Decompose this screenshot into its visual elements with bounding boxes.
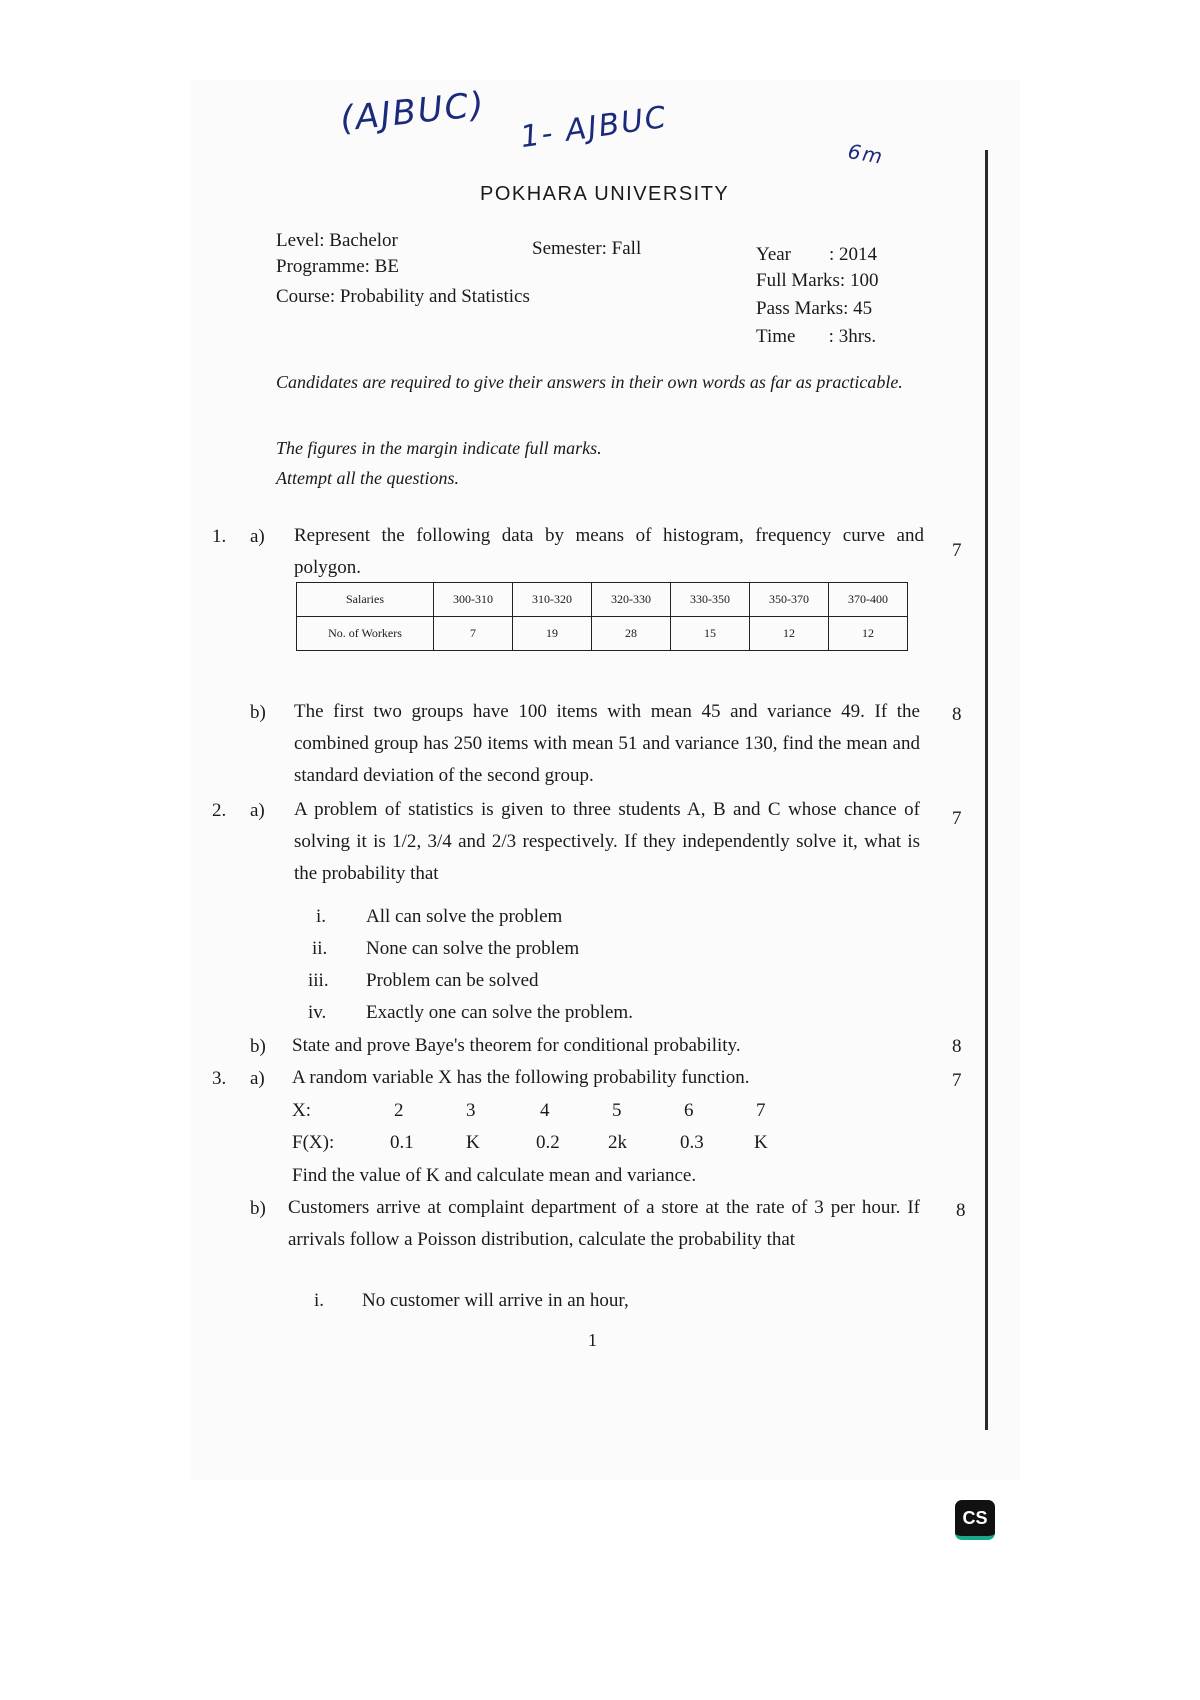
table-row (297, 583, 908, 617)
q2b-marks: 8 (952, 1036, 962, 1057)
q3b-marks: 8 (956, 1200, 966, 1221)
class-cell: 310-320 (513, 583, 592, 617)
q2a-item-num: iv. (308, 1002, 327, 1023)
q2a-item-num: i. (316, 906, 327, 927)
q3b-label: b) (250, 1198, 266, 1219)
workers-cell: 12 (829, 617, 908, 651)
q2a-item-num: ii. (312, 938, 328, 959)
instruction-3: Attempt all the questions. (276, 468, 459, 488)
q1b-label: b) (250, 702, 266, 723)
q2a-marks: 7 (952, 808, 962, 829)
handwritten-note-left: (AJBUC) (338, 84, 488, 140)
fraction-b: 3/4 (427, 831, 452, 852)
q2a-item-text: None can solve the problem (366, 938, 580, 959)
class-cell: 370-400 (829, 583, 908, 617)
fx-value: K (466, 1132, 480, 1153)
q2a-item-num: iii. (308, 970, 329, 991)
workers-cell: 15 (671, 617, 750, 651)
fraction-c: 2/3 (491, 831, 517, 852)
q2a-text: A problem of statistics is given to three students A, B and C whose chance of solving it is 1/2, 3/4 and 2/3 respectively. If they independently solve it, what is the probability that (294, 799, 921, 884)
q3-number: 3. (212, 1068, 227, 1089)
q2a-item-text: Exactly one can solve the problem. (366, 1002, 633, 1023)
q1b-marks: 8 (952, 704, 962, 725)
instruction-1: Candidates are required to give their answers in their own words as far as practicable. (276, 372, 903, 392)
q2b-text: State and prove Baye's theorem for conditional probability. (292, 1035, 741, 1056)
q3a-text: A random variable X has the following probability function. (292, 1067, 750, 1088)
x-label: X: (292, 1100, 311, 1121)
page-edge-line (985, 150, 988, 1430)
fx-value: K (754, 1132, 768, 1153)
fx-value: 0.2 (536, 1132, 560, 1153)
q2a-item-text: All can solve the problem (366, 906, 563, 927)
x-value: 3 (466, 1100, 476, 1121)
q3a-label: a) (250, 1068, 265, 1089)
q2-number: 2. (212, 800, 227, 821)
q2b-label: b) (250, 1036, 266, 1057)
x-value: 7 (756, 1100, 766, 1121)
q2a-text-start: A problem of statistics is given to three students A, B and C whose chance of solving it is (294, 799, 920, 852)
year-text: Year : 2014 (756, 244, 878, 265)
class-cell: 320-330 (592, 583, 671, 617)
q1b-text: The first two groups have 100 items with mean 45 and variance 49. If the combined group has 250 items with mean 51 and variance 130, find the mean and standard deviation of the second group. (294, 701, 920, 786)
pass-marks-text: Pass Marks: 45 (756, 298, 873, 319)
workers-cell: 7 (434, 617, 513, 651)
table-row-label: No. of Workers (297, 617, 434, 651)
time-text: Time : 3hrs. (756, 326, 877, 347)
q3a-marks: 7 (952, 1070, 962, 1091)
course-text: Course: Probability and Statistics (276, 286, 530, 307)
q1a-marks: 7 (952, 540, 962, 561)
fx-value: 0.3 (680, 1132, 704, 1153)
salary-table (296, 582, 908, 651)
workers-cell: 12 (750, 617, 829, 651)
x-value: 6 (684, 1100, 694, 1121)
table-row (297, 617, 908, 651)
handwritten-note-right: 1- AJBUC (518, 99, 671, 156)
fx-value: 2k (608, 1132, 627, 1153)
programme-text: Programme: BE (276, 256, 399, 277)
x-value: 4 (540, 1100, 550, 1121)
class-cell: 330-350 (671, 583, 750, 617)
class-cell: 350-370 (750, 583, 829, 617)
handwritten-note-corner: 6m (846, 139, 887, 169)
semester-text: Semester: Fall (532, 238, 642, 259)
q1a-label: a) (250, 526, 265, 547)
page-number: 1 (588, 1330, 597, 1350)
fx-value: 0.1 (390, 1132, 414, 1153)
q2a-item-text: Problem can be solved (366, 970, 539, 991)
class-cell: 300-310 (434, 583, 513, 617)
q1-number: 1. (212, 526, 227, 547)
camscanner-logo: CS (955, 1500, 995, 1540)
instruction-2: The figures in the margin indicate full marks. (276, 438, 602, 458)
q3b-text: Customers arrive at complaint department of a store at the rate of 3 per hour. If arrivals follow a Poisson distribution, calculate the probability that (288, 1197, 920, 1250)
fraction-a: 1/2 (392, 831, 417, 852)
q3b-item-text: No customer will arrive in an hour, (362, 1290, 629, 1311)
fx-label: F(X): (292, 1132, 335, 1153)
workers-cell: 28 (592, 617, 671, 651)
q2a-text-end: respectively. If they independently solve it, what is the probability that (294, 831, 921, 884)
fraction-and: and (458, 831, 486, 852)
workers-cell: 19 (513, 617, 592, 651)
full-marks-text: Full Marks: 100 (756, 270, 879, 291)
x-value: 5 (612, 1100, 622, 1121)
q3a-text-2: Find the value of K and calculate mean and variance. (292, 1165, 697, 1186)
level-text: Level: Bachelor (276, 230, 398, 251)
university-title: POKHARA UNIVERSITY (480, 183, 730, 205)
q1a-text: Represent the following data by means of histogram, frequency curve and polygon. (294, 525, 924, 578)
table-row-label: Salaries (297, 583, 434, 617)
q2a-label: a) (250, 800, 265, 821)
q3b-item-num: i. (314, 1290, 325, 1311)
x-value: 2 (394, 1100, 404, 1121)
